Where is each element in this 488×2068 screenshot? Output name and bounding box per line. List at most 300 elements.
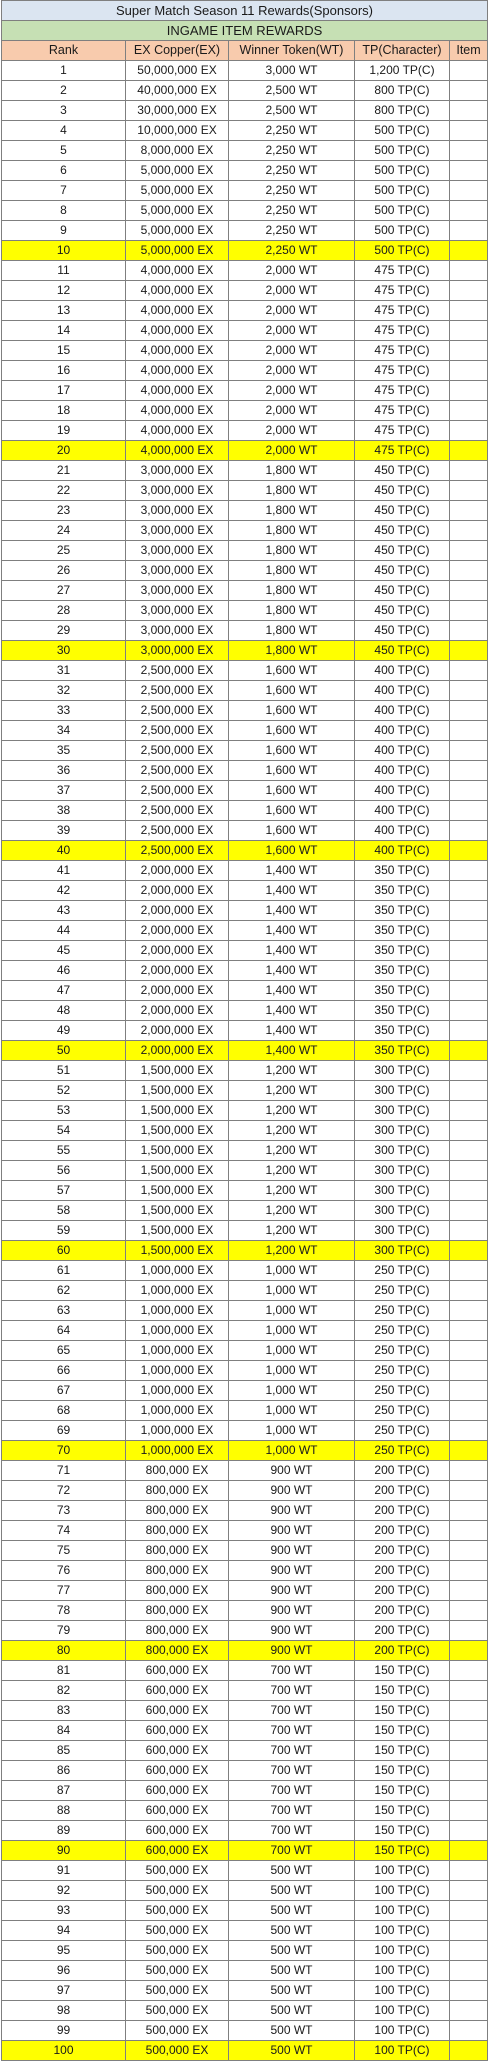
cell-item [450, 1581, 488, 1601]
cell-rank: 97 [2, 1981, 126, 2001]
cell-rank: 94 [2, 1921, 126, 1941]
cell-winner-token: 1,000 WT [229, 1301, 355, 1321]
cell-tp-character: 200 TP(C) [355, 1541, 450, 1561]
cell-item [450, 681, 488, 701]
cell-tp-character: 500 TP(C) [355, 161, 450, 181]
cell-item [450, 1981, 488, 2001]
cell-winner-token: 900 WT [229, 1541, 355, 1561]
cell-rank: 38 [2, 801, 126, 821]
cell-tp-character: 300 TP(C) [355, 1101, 450, 1121]
cell-winner-token: 1,000 WT [229, 1281, 355, 1301]
table-row [2, 1621, 488, 1641]
cell-rank: 8 [2, 201, 126, 221]
cell-winner-token: 1,000 WT [229, 1261, 355, 1281]
cell-rank: 62 [2, 1281, 126, 1301]
cell-ex-copper: 2,000,000 EX [126, 1001, 229, 1021]
cell-tp-character: 350 TP(C) [355, 1021, 450, 1041]
cell-tp-character: 200 TP(C) [355, 1641, 450, 1661]
cell-ex-copper: 3,000,000 EX [126, 461, 229, 481]
cell-item [450, 1261, 488, 1281]
cell-tp-character: 100 TP(C) [355, 1961, 450, 1981]
cell-rank: 23 [2, 501, 126, 521]
cell-ex-copper: 1,500,000 EX [126, 1181, 229, 1201]
column-header-winner-token: Winner Token(WT) [229, 41, 355, 61]
cell-tp-character: 450 TP(C) [355, 461, 450, 481]
cell-rank: 44 [2, 921, 126, 941]
cell-rank: 36 [2, 761, 126, 781]
cell-rank: 90 [2, 1841, 126, 1861]
table-row [2, 61, 488, 81]
cell-winner-token: 3,000 WT [229, 61, 355, 81]
cell-item [450, 1281, 488, 1301]
cell-tp-character: 150 TP(C) [355, 1761, 450, 1781]
cell-rank: 54 [2, 1121, 126, 1141]
table-row [2, 1741, 488, 1761]
cell-winner-token: 700 WT [229, 1841, 355, 1861]
cell-tp-character: 150 TP(C) [355, 1741, 450, 1761]
cell-item [450, 861, 488, 881]
cell-tp-character: 250 TP(C) [355, 1321, 450, 1341]
table-row [2, 1841, 488, 1861]
cell-tp-character: 350 TP(C) [355, 981, 450, 1001]
table-row [2, 741, 488, 761]
cell-rank: 27 [2, 581, 126, 601]
cell-item [450, 1001, 488, 1021]
cell-ex-copper: 3,000,000 EX [126, 621, 229, 641]
cell-item [450, 381, 488, 401]
cell-item [450, 661, 488, 681]
cell-rank: 30 [2, 641, 126, 661]
cell-rank: 71 [2, 1461, 126, 1481]
cell-item [450, 1101, 488, 1121]
cell-ex-copper: 4,000,000 EX [126, 401, 229, 421]
cell-tp-character: 100 TP(C) [355, 1861, 450, 1881]
table-row [2, 801, 488, 821]
table-row [2, 901, 488, 921]
cell-winner-token: 1,200 WT [229, 1221, 355, 1241]
cell-tp-character: 400 TP(C) [355, 801, 450, 821]
cell-item [450, 1741, 488, 1761]
cell-ex-copper: 2,500,000 EX [126, 661, 229, 681]
cell-ex-copper: 1,000,000 EX [126, 1301, 229, 1321]
table-row [2, 861, 488, 881]
cell-ex-copper: 2,000,000 EX [126, 961, 229, 981]
cell-winner-token: 1,200 WT [229, 1061, 355, 1081]
cell-tp-character: 100 TP(C) [355, 1941, 450, 1961]
cell-item [450, 1121, 488, 1141]
table-row [2, 1721, 488, 1741]
cell-item [450, 1321, 488, 1341]
cell-winner-token: 1,800 WT [229, 541, 355, 561]
cell-ex-copper: 40,000,000 EX [126, 81, 229, 101]
cell-item [450, 301, 488, 321]
cell-ex-copper: 1,500,000 EX [126, 1061, 229, 1081]
cell-rank: 25 [2, 541, 126, 561]
cell-tp-character: 200 TP(C) [355, 1581, 450, 1601]
cell-tp-character: 450 TP(C) [355, 641, 450, 661]
cell-tp-character: 300 TP(C) [355, 1081, 450, 1101]
cell-tp-character: 800 TP(C) [355, 101, 450, 121]
cell-ex-copper: 4,000,000 EX [126, 301, 229, 321]
cell-winner-token: 1,600 WT [229, 781, 355, 801]
cell-item [450, 1681, 488, 1701]
table-row [2, 321, 488, 341]
cell-item [450, 1021, 488, 1041]
cell-item [450, 1541, 488, 1561]
cell-winner-token: 900 WT [229, 1481, 355, 1501]
cell-ex-copper: 1,500,000 EX [126, 1121, 229, 1141]
cell-rank: 83 [2, 1701, 126, 1721]
cell-rank: 58 [2, 1201, 126, 1221]
cell-ex-copper: 50,000,000 EX [126, 61, 229, 81]
cell-item [450, 1661, 488, 1681]
cell-tp-character: 475 TP(C) [355, 401, 450, 421]
cell-rank: 45 [2, 941, 126, 961]
cell-ex-copper: 2,500,000 EX [126, 681, 229, 701]
table-row [2, 981, 488, 1001]
cell-rank: 2 [2, 81, 126, 101]
cell-rank: 16 [2, 361, 126, 381]
cell-item [450, 1641, 488, 1661]
cell-item [450, 1781, 488, 1801]
table-row [2, 261, 488, 281]
cell-rank: 53 [2, 1101, 126, 1121]
cell-ex-copper: 5,000,000 EX [126, 241, 229, 261]
cell-winner-token: 500 WT [229, 1861, 355, 1881]
cell-winner-token: 1,400 WT [229, 921, 355, 941]
cell-rank: 10 [2, 241, 126, 261]
cell-winner-token: 1,600 WT [229, 681, 355, 701]
table-row [2, 1881, 488, 1901]
cell-ex-copper: 1,000,000 EX [126, 1321, 229, 1341]
cell-item [450, 421, 488, 441]
cell-tp-character: 250 TP(C) [355, 1281, 450, 1301]
cell-tp-character: 400 TP(C) [355, 701, 450, 721]
table-row [2, 201, 488, 221]
cell-rank: 9 [2, 221, 126, 241]
cell-winner-token: 700 WT [229, 1701, 355, 1721]
cell-rank: 19 [2, 421, 126, 441]
cell-rank: 66 [2, 1361, 126, 1381]
table-row [2, 1161, 488, 1181]
cell-winner-token: 1,000 WT [229, 1341, 355, 1361]
cell-ex-copper: 600,000 EX [126, 1761, 229, 1781]
cell-winner-token: 2,500 WT [229, 101, 355, 121]
table-row [2, 1001, 488, 1021]
cell-rank: 40 [2, 841, 126, 861]
cell-rank: 61 [2, 1261, 126, 1281]
cell-ex-copper: 500,000 EX [126, 1881, 229, 1901]
cell-ex-copper: 600,000 EX [126, 1781, 229, 1801]
cell-tp-character: 400 TP(C) [355, 661, 450, 681]
cell-item [450, 1521, 488, 1541]
cell-winner-token: 2,000 WT [229, 341, 355, 361]
cell-item [450, 801, 488, 821]
cell-rank: 76 [2, 1561, 126, 1581]
cell-rank: 32 [2, 681, 126, 701]
cell-rank: 69 [2, 1421, 126, 1441]
cell-item [450, 1201, 488, 1221]
cell-ex-copper: 2,500,000 EX [126, 701, 229, 721]
cell-item [450, 1441, 488, 1461]
cell-winner-token: 2,250 WT [229, 161, 355, 181]
cell-rank: 18 [2, 401, 126, 421]
table-body [2, 61, 488, 2061]
cell-ex-copper: 800,000 EX [126, 1561, 229, 1581]
cell-ex-copper: 500,000 EX [126, 1941, 229, 1961]
cell-item [450, 1221, 488, 1241]
cell-winner-token: 1,400 WT [229, 1021, 355, 1041]
cell-ex-copper: 500,000 EX [126, 1901, 229, 1921]
cell-item [450, 901, 488, 921]
cell-rank: 24 [2, 521, 126, 541]
cell-rank: 57 [2, 1181, 126, 1201]
cell-ex-copper: 1,000,000 EX [126, 1441, 229, 1461]
cell-winner-token: 500 WT [229, 2041, 355, 2061]
cell-item [450, 1341, 488, 1361]
cell-ex-copper: 3,000,000 EX [126, 581, 229, 601]
cell-rank: 50 [2, 1041, 126, 1061]
cell-ex-copper: 500,000 EX [126, 1921, 229, 1941]
cell-ex-copper: 600,000 EX [126, 1741, 229, 1761]
cell-winner-token: 2,000 WT [229, 261, 355, 281]
table-row [2, 2001, 488, 2021]
cell-tp-character: 475 TP(C) [355, 261, 450, 281]
cell-ex-copper: 600,000 EX [126, 1841, 229, 1861]
cell-rank: 95 [2, 1941, 126, 1961]
cell-tp-character: 450 TP(C) [355, 541, 450, 561]
table-row [2, 541, 488, 561]
cell-ex-copper: 3,000,000 EX [126, 501, 229, 521]
cell-item [450, 621, 488, 641]
cell-ex-copper: 800,000 EX [126, 1461, 229, 1481]
cell-ex-copper: 1,500,000 EX [126, 1241, 229, 1261]
cell-ex-copper: 5,000,000 EX [126, 181, 229, 201]
cell-item [450, 781, 488, 801]
table-row [2, 341, 488, 361]
cell-winner-token: 1,600 WT [229, 841, 355, 861]
cell-ex-copper: 8,000,000 EX [126, 141, 229, 161]
cell-winner-token: 2,000 WT [229, 401, 355, 421]
cell-tp-character: 200 TP(C) [355, 1621, 450, 1641]
table-row [2, 141, 488, 161]
cell-ex-copper: 2,500,000 EX [126, 821, 229, 841]
cell-ex-copper: 2,000,000 EX [126, 1021, 229, 1041]
cell-item [450, 1301, 488, 1321]
cell-ex-copper: 1,000,000 EX [126, 1261, 229, 1281]
subtitle-row [2, 21, 488, 41]
table-row [2, 881, 488, 901]
table-row [2, 1781, 488, 1801]
table-row [2, 1421, 488, 1441]
cell-ex-copper: 3,000,000 EX [126, 521, 229, 541]
cell-rank: 4 [2, 121, 126, 141]
cell-ex-copper: 1,000,000 EX [126, 1421, 229, 1441]
cell-winner-token: 900 WT [229, 1641, 355, 1661]
cell-winner-token: 1,600 WT [229, 721, 355, 741]
table-row [2, 721, 488, 741]
cell-rank: 35 [2, 741, 126, 761]
cell-tp-character: 300 TP(C) [355, 1141, 450, 1161]
table-row [2, 221, 488, 241]
cell-tp-character: 300 TP(C) [355, 1061, 450, 1081]
cell-rank: 78 [2, 1601, 126, 1621]
cell-item [450, 1861, 488, 1881]
cell-rank: 48 [2, 1001, 126, 1021]
cell-tp-character: 400 TP(C) [355, 681, 450, 701]
table-row [2, 1221, 488, 1241]
cell-ex-copper: 800,000 EX [126, 1641, 229, 1661]
cell-winner-token: 1,400 WT [229, 981, 355, 1001]
cell-rank: 88 [2, 1801, 126, 1821]
cell-ex-copper: 2,000,000 EX [126, 881, 229, 901]
cell-item [450, 1961, 488, 1981]
cell-ex-copper: 5,000,000 EX [126, 161, 229, 181]
cell-winner-token: 700 WT [229, 1761, 355, 1781]
cell-ex-copper: 4,000,000 EX [126, 421, 229, 441]
cell-winner-token: 700 WT [229, 1821, 355, 1841]
cell-winner-token: 1,400 WT [229, 961, 355, 981]
cell-item [450, 1481, 488, 1501]
cell-item [450, 881, 488, 901]
table-row [2, 1961, 488, 1981]
cell-rank: 34 [2, 721, 126, 741]
cell-winner-token: 1,200 WT [229, 1141, 355, 1161]
cell-item [450, 1241, 488, 1261]
cell-tp-character: 500 TP(C) [355, 141, 450, 161]
cell-rank: 59 [2, 1221, 126, 1241]
cell-item [450, 641, 488, 661]
cell-item [450, 1461, 488, 1481]
cell-tp-character: 1,200 TP(C) [355, 61, 450, 81]
table-row [2, 1261, 488, 1281]
cell-tp-character: 300 TP(C) [355, 1161, 450, 1181]
cell-winner-token: 1,600 WT [229, 741, 355, 761]
cell-winner-token: 1,800 WT [229, 621, 355, 641]
cell-rank: 70 [2, 1441, 126, 1461]
cell-winner-token: 500 WT [229, 1921, 355, 1941]
cell-rank: 46 [2, 961, 126, 981]
cell-tp-character: 150 TP(C) [355, 1681, 450, 1701]
cell-tp-character: 475 TP(C) [355, 361, 450, 381]
cell-tp-character: 200 TP(C) [355, 1501, 450, 1521]
cell-rank: 68 [2, 1401, 126, 1421]
cell-tp-character: 500 TP(C) [355, 221, 450, 241]
cell-rank: 99 [2, 2021, 126, 2041]
cell-rank: 47 [2, 981, 126, 1001]
table-row [2, 921, 488, 941]
cell-item [450, 821, 488, 841]
table-row [2, 2041, 488, 2061]
cell-rank: 26 [2, 561, 126, 581]
cell-tp-character: 350 TP(C) [355, 921, 450, 941]
cell-rank: 33 [2, 701, 126, 721]
cell-tp-character: 150 TP(C) [355, 1701, 450, 1721]
column-header-row [2, 41, 488, 61]
cell-winner-token: 1,400 WT [229, 881, 355, 901]
table-row [2, 281, 488, 301]
cell-item [450, 1761, 488, 1781]
cell-ex-copper: 4,000,000 EX [126, 281, 229, 301]
cell-rank: 15 [2, 341, 126, 361]
table-row [2, 1821, 488, 1841]
cell-item [450, 1601, 488, 1621]
table-row [2, 1481, 488, 1501]
cell-winner-token: 900 WT [229, 1621, 355, 1641]
table-row [2, 1361, 488, 1381]
cell-ex-copper: 1,500,000 EX [126, 1141, 229, 1161]
cell-item [450, 61, 488, 81]
cell-item [450, 1421, 488, 1441]
cell-rank: 42 [2, 881, 126, 901]
cell-tp-character: 100 TP(C) [355, 2001, 450, 2021]
cell-item [450, 401, 488, 421]
cell-item [450, 1821, 488, 1841]
table-row [2, 2021, 488, 2041]
cell-rank: 100 [2, 2041, 126, 2061]
cell-rank: 91 [2, 1861, 126, 1881]
cell-rank: 29 [2, 621, 126, 641]
cell-item [450, 341, 488, 361]
cell-rank: 37 [2, 781, 126, 801]
cell-item [450, 2021, 488, 2041]
cell-ex-copper: 3,000,000 EX [126, 561, 229, 581]
table-row [2, 1461, 488, 1481]
cell-rank: 39 [2, 821, 126, 841]
cell-tp-character: 800 TP(C) [355, 81, 450, 101]
cell-rank: 13 [2, 301, 126, 321]
cell-tp-character: 200 TP(C) [355, 1481, 450, 1501]
cell-tp-character: 400 TP(C) [355, 821, 450, 841]
cell-winner-token: 2,250 WT [229, 201, 355, 221]
cell-item [450, 961, 488, 981]
cell-winner-token: 1,800 WT [229, 581, 355, 601]
cell-item [450, 2001, 488, 2021]
cell-ex-copper: 3,000,000 EX [126, 641, 229, 661]
cell-ex-copper: 2,500,000 EX [126, 781, 229, 801]
cell-rank: 3 [2, 101, 126, 121]
cell-winner-token: 500 WT [229, 2001, 355, 2021]
table-row [2, 1601, 488, 1621]
cell-tp-character: 100 TP(C) [355, 1901, 450, 1921]
table-row [2, 1021, 488, 1041]
cell-ex-copper: 500,000 EX [126, 2041, 229, 2061]
cell-item [450, 141, 488, 161]
cell-winner-token: 2,000 WT [229, 441, 355, 461]
cell-winner-token: 1,200 WT [229, 1181, 355, 1201]
cell-rank: 17 [2, 381, 126, 401]
cell-item [450, 181, 488, 201]
table-row [2, 441, 488, 461]
cell-winner-token: 1,600 WT [229, 821, 355, 841]
table-row [2, 381, 488, 401]
cell-tp-character: 450 TP(C) [355, 521, 450, 541]
cell-ex-copper: 1,000,000 EX [126, 1401, 229, 1421]
cell-winner-token: 700 WT [229, 1801, 355, 1821]
cell-ex-copper: 10,000,000 EX [126, 121, 229, 141]
cell-rank: 14 [2, 321, 126, 341]
cell-ex-copper: 600,000 EX [126, 1821, 229, 1841]
cell-item [450, 1141, 488, 1161]
table-row [2, 941, 488, 961]
cell-item [450, 1901, 488, 1921]
cell-rank: 11 [2, 261, 126, 281]
cell-tp-character: 450 TP(C) [355, 561, 450, 581]
cell-item [450, 201, 488, 221]
cell-item [450, 321, 488, 341]
cell-tp-character: 450 TP(C) [355, 601, 450, 621]
cell-winner-token: 2,000 WT [229, 281, 355, 301]
